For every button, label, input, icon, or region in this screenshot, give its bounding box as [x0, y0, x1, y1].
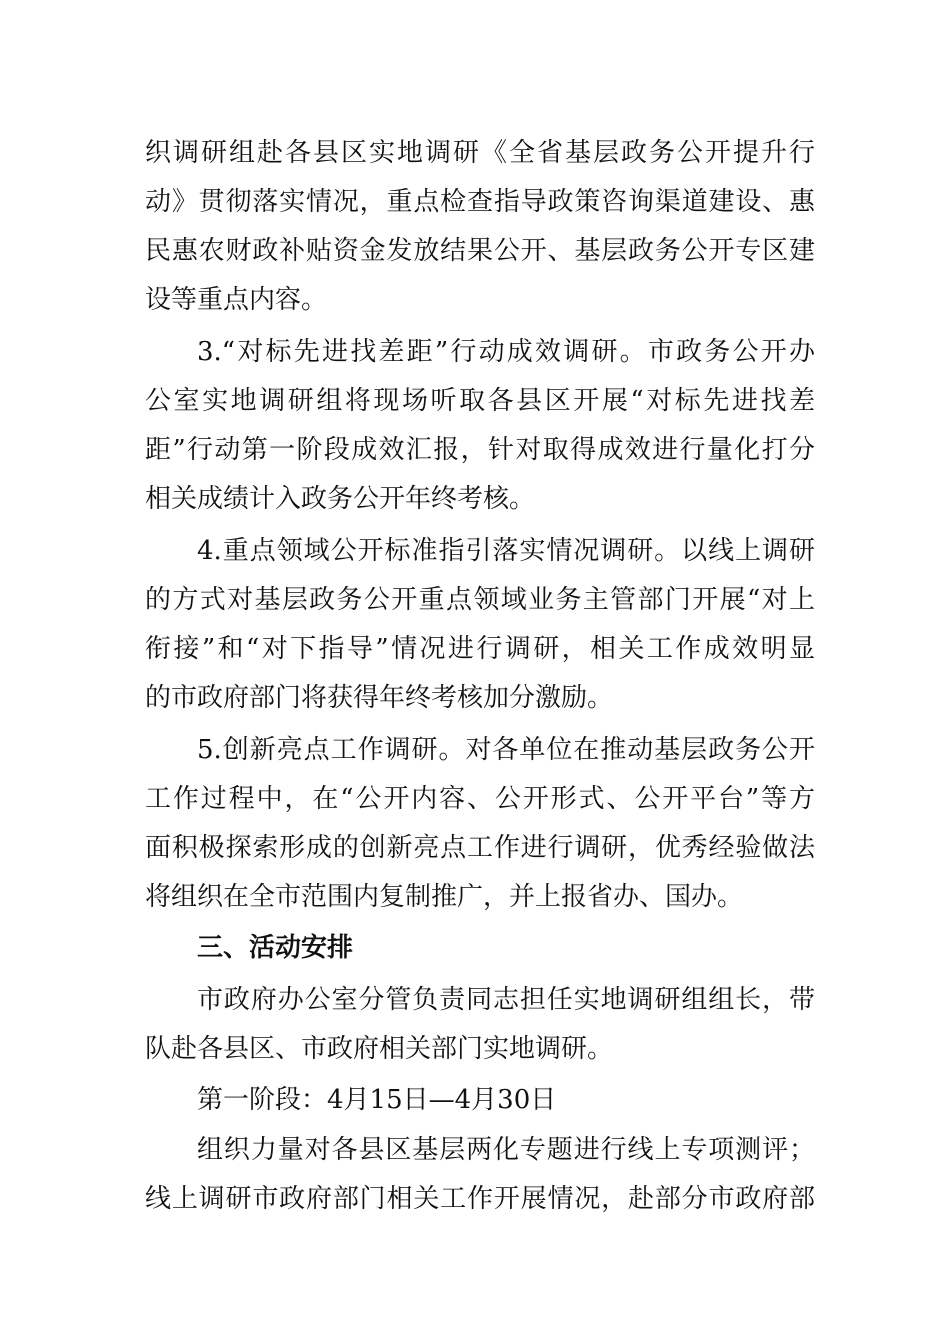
- body-text-line: 民惠农财政补贴资金发放结果公开、基层政务公开专区建: [145, 236, 815, 266]
- body-text-line: 织调研组赴各县区实地调研《全省基层政务公开提升行: [145, 138, 815, 168]
- item-5-heading-line: 5.创新亮点工作调研。对各单位在推动基层政务公开: [197, 735, 815, 765]
- body-text-line: 设等重点内容。: [145, 285, 328, 315]
- body-text-line: 市政府办公室分管负责同志担任实地调研组组长，带: [197, 985, 815, 1015]
- body-text-line: 的市政府部门将获得年终考核加分激励。: [145, 683, 614, 713]
- body-text-line: 线上调研市政府部门相关工作开展情况，赴部分市政府部: [145, 1184, 815, 1214]
- body-text-line: 距”行动第一阶段成效汇报，针对取得成效进行量化打分: [145, 435, 815, 465]
- phase-heading-line: 第一阶段：4月15日—4月30日: [197, 1085, 557, 1115]
- item-4-heading-line: 4.重点领域公开标准指引落实情况调研。以线上调研: [197, 536, 815, 566]
- body-text-line: 队赴各县区、市政府相关部门实地调研。: [145, 1034, 614, 1064]
- body-text-line: 将组织在全市范围内复制推广，并上报省办、国办。: [145, 882, 744, 912]
- body-text-line: 工作过程中，在“公开内容、公开形式、公开平台”等方: [145, 784, 815, 814]
- body-text-line: 衔接”和“对下指导”情况进行调研，相关工作成效明显: [145, 634, 815, 664]
- body-text-line: 面积极探索形成的创新亮点工作进行调研，优秀经验做法: [145, 833, 815, 863]
- body-text-line: 动》贯彻落实情况，重点检查指导政策咨询渠道建设、惠: [145, 187, 815, 217]
- body-text-line: 相关成绩计入政务公开年终考核。: [145, 484, 536, 514]
- item-3-heading-line: 3.“对标先进找差距”行动成效调研。市政务公开办: [197, 337, 815, 367]
- body-text-line: 公室实地调研组将现场听取各县区开展“对标先进找差: [145, 386, 815, 416]
- body-text-line: 组织力量对各县区基层两化专题进行线上专项测评；: [197, 1135, 815, 1165]
- section-heading: 三、活动安排: [197, 933, 354, 963]
- body-text-line: 的方式对基层政务公开重点领域业务主管部门开展“对上: [145, 585, 815, 615]
